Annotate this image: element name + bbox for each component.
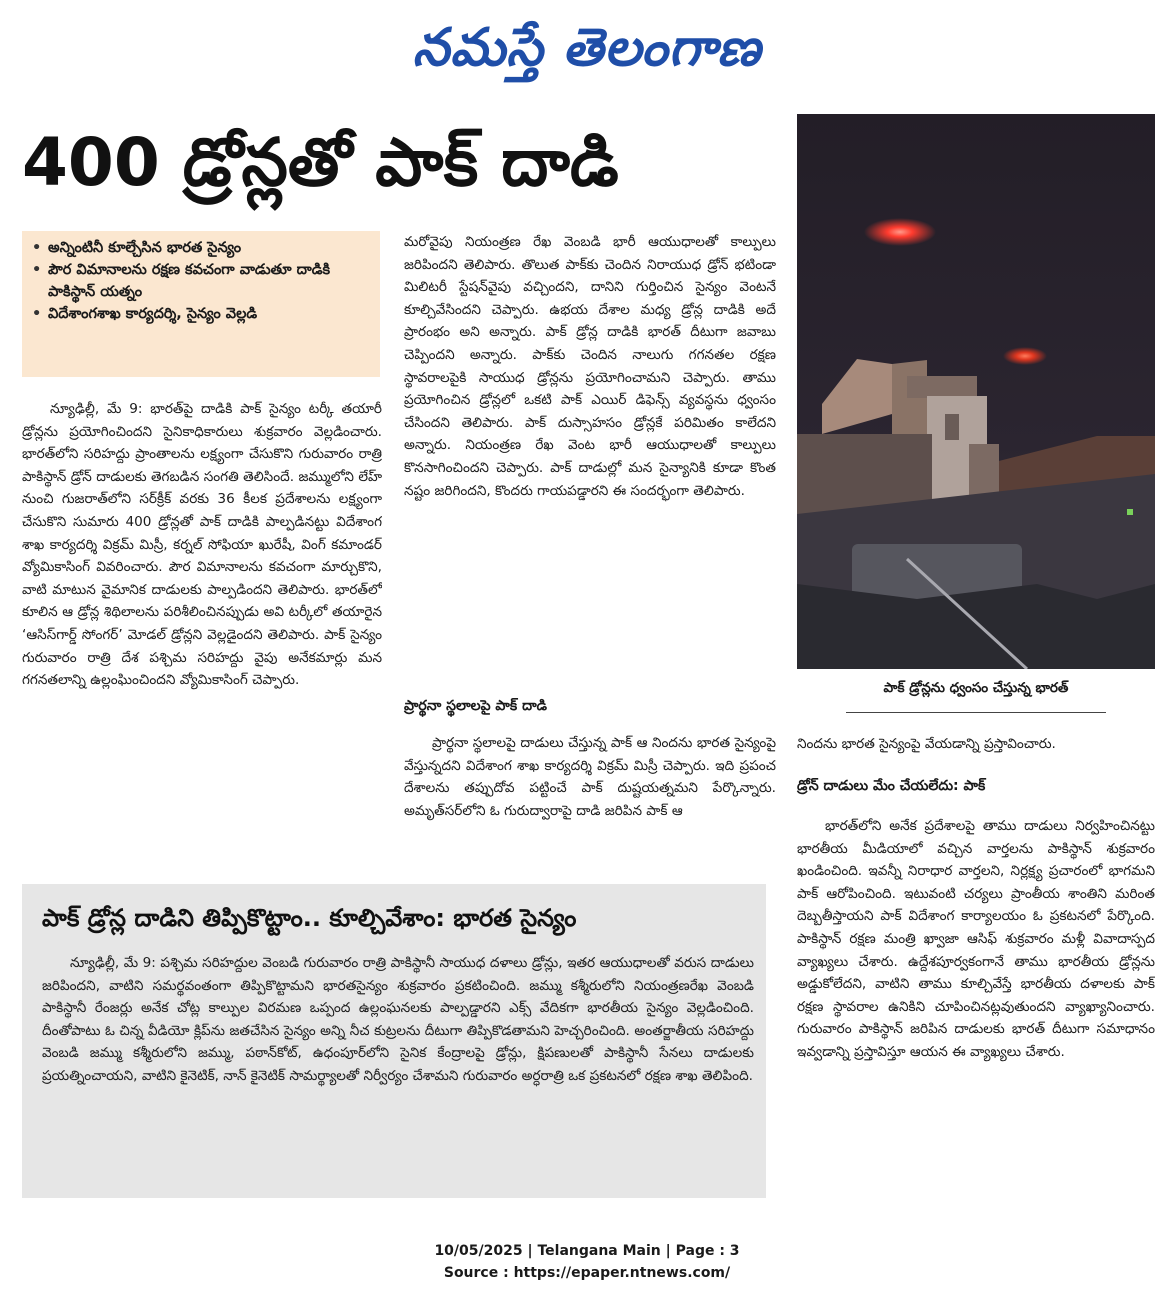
- highlight-item: [32, 303, 372, 325]
- story1-paragraph: న్యూఢిల్లీ, మే 9: భారత్‌పై దాడికి పాక్ సైన్యం టర్కీ తయారీ డ్రోన్లను ప్రయోగించిందని సైనికాధికారులు శుక్రవారం వెల్లడించారు. భారత్‌లోని సరిహద్దు ప్రాంతాలను లక్ష్యంగా చేసుకొని గురువారం రాత్రి పాకిస్థాన్ డ్రోన్ దాడులకు తెగబడిన సంగతి తెలిసిందే. జమ్ములోని లేహ్ నుంచి గుజరాత్‌లోని సర్‌క్రీక్ వరకు 36 కీలక ప్రదేశాలను లక్ష్యంగా చేసుకొని సుమారు 400 డ్రోన్లతో పాక్ దాడికి పాల్పడినట్టు విదేశాంగ శాఖ కార్యదర్శి విక్రమ్ మిస్రీ, కర్నల్ సోఫియా ఖురేషీ, వింగ్ కమాండర్ వ్యోమికాసింగ్ వివరించారు. పౌర విమానాలను కవచంగా మార్చుకొని, వాటి మాటున వైమానిక దాడులకు పాల్పడిందని తెలిపారు. భారత్‌లో కూలిన ఆ డ్రోన్ల శిథిలాలను పరిశీలించినప్పుడు అవి టర్కీలో తయారైన ‘ఆసిస్‌గార్డ్ సోంగర్’ మోడల్ డ్రోన్లని వెల్లడైందని తెలిపారు. పాక్ సైన్యం గురువారం రాత్రి దేశ పశ్చిమ సరిహద్దు వైపు అనేకమార్లు మన గగనతలాన్ని ఉల్లంఘించిందని వ్యోమికాసింగ్ చెప్పారు.: [22, 401, 382, 689]
- highlight-item: [32, 237, 372, 259]
- headline: 400 డ్రోన్లతో పాక్ దాడి: [22, 124, 619, 201]
- masthead-title: నమస్తే తెలంగాణ: [412, 17, 762, 78]
- story2-paragraph: న్యూఢిల్లీ, మే 9: పశ్చిమ సరిహద్దుల వెంబడి గురువారం రాత్రి పాకిస్థానీ సాయుధ దళాలు డ్రోన్లు, ఇతర ఆయుధాలతో వరుస దాడులు జరిపిందని, వాటిని సమర్థవంతంగా తిప్పికొట్టామని భారతసైన్యం శుక్రవారం ప్రకటించింది. జమ్ము కశ్మీరులోని నియంత్రణరేఖ వెంబడి పాకిస్థానీ రేంజర్లు అనేక చోట్ల కాల్పుల విరమణ ఒప్పంద ఉల్లంఘనలకు పాల్పడ్డారని ఎక్స్ వేదికగా భారతీయ సైన్యం వెల్లడించింది. దీంతోపాటు ఓ చిన్న వీడియో క్లిప్‌ను జతచేసిన సైన్యం అన్ని నీచ కుట్రలను దీటుగా తిప్పికొడతామని హెచ్చరించింది. అంతర్జాతీయ సరిహద్దు వెంబడి జమ్ము కశ్మీరులోని జమ్ము, పఠాన్‌కోట్, ఉధంపూర్‌లోని సైనిక కేంద్రాలపై డ్రోన్లు, క్షిపణులతో పాకిస్థానీ సేనలు దాడులకు ప్రయత్నించాయని, వాటిని కైనెటిక్, నాన్ కైనెటిక్ సామర్థ్యాలతో నిర్వీర్యం చేశామని గురువారం అర్ధరాత్రి ఒక ప్రకటనలో రక్షణ శాఖ తెలిపింది.: [42, 955, 754, 1084]
- story1-paragraph: నిందను భారత సైన్యంపై వేయడాన్ని ప్రస్తావించారు.: [797, 736, 1056, 752]
- caption-rule: [846, 712, 1106, 713]
- story1-paragraph: మరోవైపు నియంత్రణ రేఖ వెంబడి భారీ ఆయుధాలతో కాల్పులు జరిపిందని తెలిపారు. తొలుత పాక్‌కు చెందిన నిరాయుధ డ్రోన్ భటిండా మిలిటరీ స్టేషన్‌వైపు వచ్చిందని, దానిని గుర్తించిన సైన్యం వెంటనే కూల్చివేసిందని చెప్పారు. ఉభయ దేశాల మధ్య డ్రోన్ల దాడికి అదే ప్రారంభం అని అన్నారు. పాక్ డ్రోన్ల దాడికి భారత్ దీటుగా జవాబు చెప్పిందని అన్నారు. పాక్‌కు చెందిన నాలుగు గగనతల రక్షణ స్థావరాలపైకి సాయుధ డ్రోన్లను ప్రయోగించామని చెప్పారు. తాము ప్రయోగించిన డ్రోన్లలో ఒకటి పాక్ ఎయిర్ డిఫెన్స్ వ్యవస్థను ధ్వంసం చేసిందని తెలిపారు. పాక్ దుస్సాహసం డ్రోన్లకే పరిమితం కాలేదని అన్నారు. నియంత్రణ రేఖ వెంట భారీ ఆయుధాలతో కాల్పులు కొనసాగించిందని చెప్పారు. పాక్ దాడుల్లో మన సైన్యానికి కూడా కొంత నష్టం జరిగిందని, కొందరు గాయపడ్డారని ఈ సందర్భంగా తెలిపారు.: [404, 234, 776, 499]
- story3-paragraph: భారత్‌లోని అనేక ప్రదేశాలపై తాము దాడులు నిర్వహించినట్టు భారతీయ మీడియాలో వచ్చిన వార్తలను పాకిస్థాన్ శుక్రవారం ఖండించింది. ఇవన్నీ నిరాధార వార్తలని, నిర్లక్ష్య ప్రచారంలో భాగమని పాక్ ఆరోపించింది. ఇటువంటి చర్యలు ప్రాంతీయ శాంతిని మరింత దెబ్బతీస్తాయని పాక్ విదేశాంగ కార్యాలయం ఓ ప్రకటనలో పేర్కొంది. పాకిస్థాన్ రక్షణ మంత్రి ఖ్వాజా ఆసిఫ్ శుక్రవారం మళ్లీ వివాదాస్పద వ్యాఖ్యలు చేశారు. ఉద్దేశపూర్వకంగానే తాము భారతీయ డ్రోన్లను అడ్డుకోలేదని, వాటిని తాము కూల్చివేస్తే భారతీయ దళాలకు పాక్ రక్షణ స్థావరాల ఉనికిని చూపించినట్లవుతుందని వ్యాఖ్యానించారు. గురువారం పాకిస్థాన్ జరిపిన దాడులకు భారత్ దీటుగా సమాధానం ఇవ్వడాన్ని ప్రస్తావిస్తూ ఆయన ఈ వ్యాఖ్యలు చేశారు.: [797, 818, 1155, 1060]
- highlights-box: [22, 231, 380, 377]
- news-photo: [797, 114, 1155, 669]
- footer-edition: 10/05/2025 | Telangana Main | Page : 3: [434, 1243, 740, 1259]
- story2-title: పాక్ డ్రోన్ల దాడిని తిప్పికొట్టాం.. కూల్చివేశాం: భారత సైన్యం: [42, 904, 577, 932]
- highlight-text: విదేశాంగశాఖ కార్యదర్శి, సైన్యం వెల్లడి: [48, 306, 258, 322]
- story1-column-1: [22, 398, 382, 876]
- footer-source: Source : https://epaper.ntnews.com/: [443, 1265, 731, 1281]
- highlight-text: అన్నింటినీ కూల్చేసిన భారత సైన్యం: [48, 240, 242, 256]
- story1-subheading: ప్రార్థనా స్థలాలపై పాక్ దాడి: [404, 698, 548, 714]
- highlight-item: [32, 259, 372, 303]
- story3-subheading: డ్రోన్ దాడులు మేం చేయలేదు: పాక్: [797, 778, 986, 794]
- story1-paragraph: ప్రార్థనా స్థలాలపై దాడులు చేస్తున్న పాక్ ఆ నిందను భారత సైన్యంపై వేస్తున్నదని విదేశాంగ శాఖ కార్యదర్శి విక్రమ్ మిస్రీ చెప్పారు. ఇది ప్రపంచ దేశాలను తప్పుదోవ పట్టించే పాక్ దుష్టయత్నమని పేర్కొన్నారు. అమృత్‌సర్‌లోని ఓ గురుద్వారాపై దాడి జరిపిన పాక్ ఆ: [404, 735, 776, 819]
- photo-caption: పాక్ డ్రోన్లను ధ్వంసం చేస్తున్న భారత్: [883, 680, 1069, 696]
- story1-continued: [797, 733, 1155, 761]
- bullet-icon: •: [32, 262, 42, 278]
- bullet-icon: •: [32, 306, 42, 322]
- highlight-text: పౌర విమానాలను రక్షణ కవచంగా వాడుతూ దాడికి పాకిస్థాన్ యత్నం: [48, 262, 331, 300]
- bullet-icon: •: [32, 240, 42, 256]
- story1-column-2b: [404, 732, 776, 878]
- masthead: [0, 8, 1174, 88]
- night-sky-drone-photo: [797, 114, 1155, 669]
- story3-column: [797, 815, 1155, 1201]
- story2-body: [42, 952, 754, 1184]
- story1-column-2: [404, 231, 776, 676]
